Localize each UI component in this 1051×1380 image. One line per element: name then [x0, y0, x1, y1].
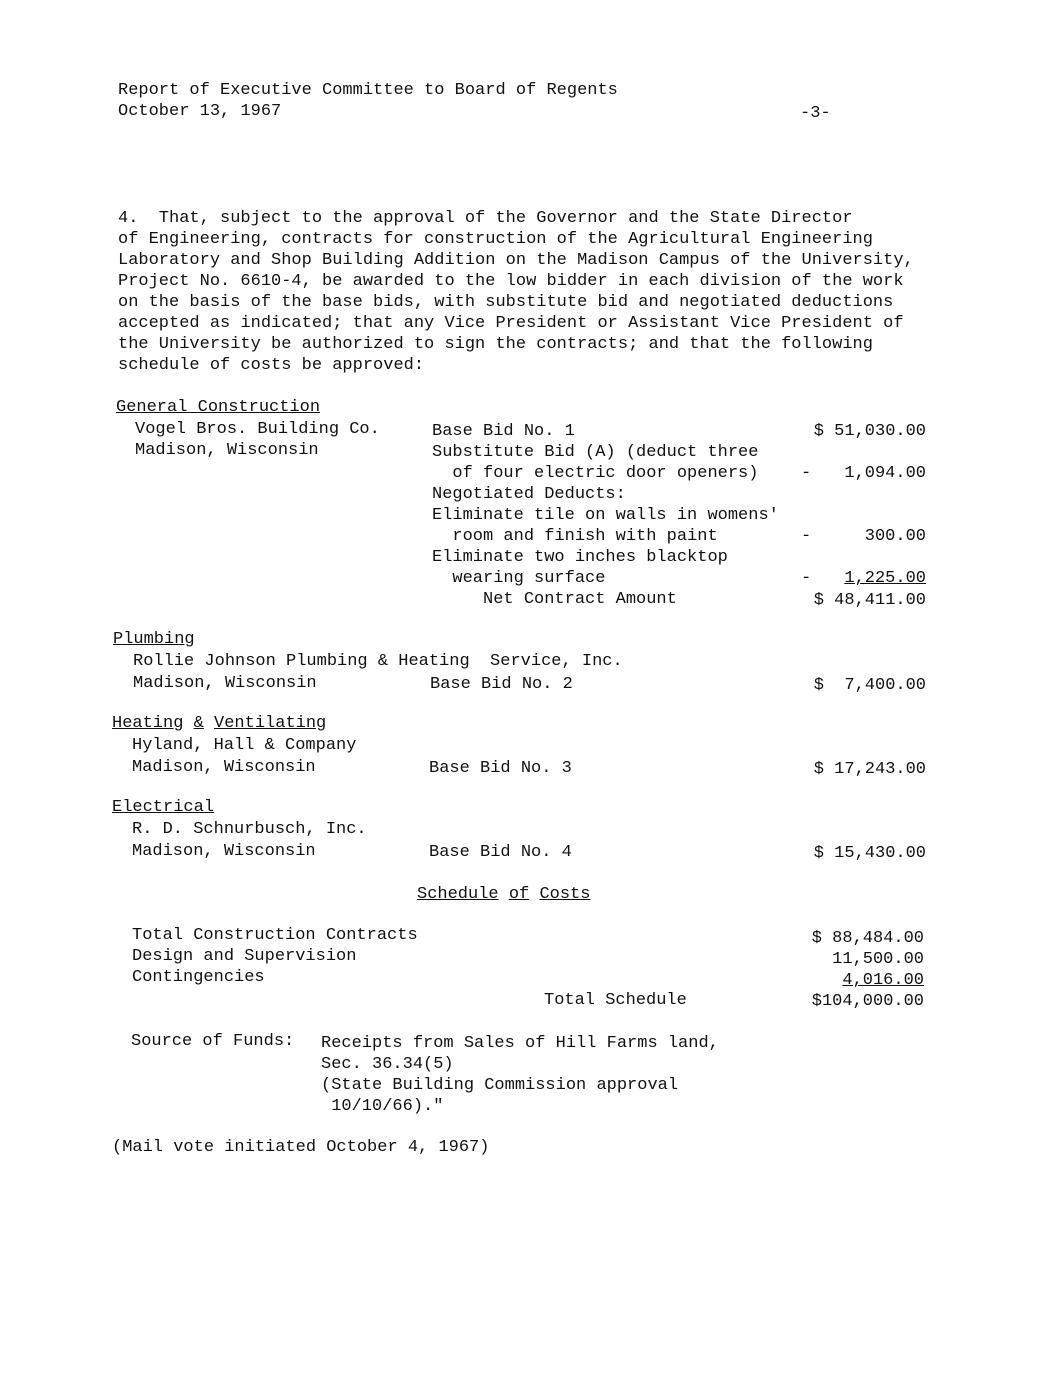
paragraph-line: accepted as indicated; that any Vice President or Assistant Vice President of: [118, 314, 904, 333]
heating-bid: Base Bid No. 3: [429, 759, 572, 778]
general-city: Madison, Wisconsin: [135, 441, 319, 460]
heating-contractor: Hyland, Hall & Company: [132, 736, 357, 755]
amount-plumbing: $ 7,400.00: [813, 676, 926, 695]
amount-base-bid-1: $ 51,030.00: [813, 422, 926, 441]
amount-blacktop: 1,225.00: [844, 569, 926, 588]
paragraph-line: Project No. 6610-4, be awarded to the low bidder in each division of the work: [118, 272, 904, 291]
paragraph-line: on the basis of the base bids, with substitute bid and negotiated deductions: [118, 293, 894, 312]
general-item: Eliminate two inches blacktop: [432, 548, 728, 567]
general-item: Substitute Bid (A) (deduct three: [432, 443, 759, 462]
schedule-row-label: Total Construction Contracts: [132, 926, 418, 945]
heating-heading-part: Ventilating: [214, 714, 327, 733]
schedule-row-amount: 11,500.00: [832, 950, 924, 969]
schedule-row-amount: $ 88,484.00: [811, 929, 924, 948]
funds-line: 10/10/66).": [321, 1097, 444, 1116]
paragraph-line: Laboratory and Shop Building Addition on the Madison Campus of the University,: [118, 251, 914, 270]
general-item: wearing surface: [432, 569, 606, 588]
heating-heading-part: Heating: [112, 714, 184, 733]
paragraph-line: of Engineering, contracts for construction of the Agricultural Engineering: [118, 230, 873, 249]
general-item: Negotiated Deducts:: [432, 485, 626, 504]
electrical-city: Madison, Wisconsin: [132, 842, 316, 861]
paragraph-line: the University be authorized to sign the contracts; and that the following: [118, 335, 873, 354]
paragraph-line: schedule of costs be approved:: [118, 356, 425, 375]
heating-heading: [112, 713, 326, 734]
mail-vote-note: (Mail vote initiated October 4, 1967): [112, 1138, 490, 1157]
amount-substitute: 1,094.00: [844, 464, 926, 483]
amount-heating: $ 17,243.00: [813, 760, 926, 779]
paragraph-line: 4. That, subject to the approval of the Governor and the State Director: [118, 209, 853, 228]
general-contractor: Vogel Bros. Building Co.: [135, 420, 380, 439]
schedule-row-label: Contingencies: [132, 968, 265, 987]
schedule-row-amount: 4,016.00: [842, 971, 924, 990]
heating-heading-amp: &: [193, 714, 204, 733]
minus-sign: -: [801, 464, 812, 483]
electrical-bid: Base Bid No. 4: [429, 843, 572, 862]
general-item: Base Bid No. 1: [432, 422, 575, 441]
schedule-heading-part: Schedule: [417, 885, 499, 904]
page-number: -3-: [800, 104, 831, 123]
amount-net-contract: $ 48,411.00: [813, 591, 926, 610]
plumbing-city: Madison, Wisconsin: [133, 674, 317, 693]
funds-line: (State Building Commission approval: [321, 1076, 679, 1095]
general-item: room and finish with paint: [432, 527, 718, 546]
amount-electrical: $ 15,430.00: [813, 844, 926, 863]
electrical-contractor: R. D. Schnurbusch, Inc.: [132, 820, 367, 839]
plumbing-bid: Base Bid No. 2: [430, 675, 573, 694]
schedule-heading: [417, 884, 590, 905]
header-date: October 13, 1967: [118, 102, 282, 121]
schedule-heading-part: of: [508, 885, 530, 904]
minus-sign: -: [801, 527, 812, 546]
header-title: Report of Executive Committee to Board of Regents: [118, 81, 618, 100]
funds-line: Receipts from Sales of Hill Farms land,: [321, 1034, 719, 1053]
minus-sign: -: [801, 569, 812, 588]
general-heading: General Construction: [116, 398, 321, 417]
general-net-label: Net Contract Amount: [432, 590, 677, 609]
schedule-total-label: Total Schedule: [544, 991, 687, 1010]
amount-tile: 300.00: [864, 527, 926, 546]
electrical-heading: Electrical: [112, 798, 215, 817]
funds-label: Source of Funds:: [131, 1032, 295, 1051]
heating-city: Madison, Wisconsin: [132, 758, 316, 777]
schedule-row-label: Design and Supervision: [132, 947, 357, 966]
funds-line: Sec. 36.34(5): [321, 1055, 454, 1074]
plumbing-contractor: Rollie Johnson Plumbing & Heating Service, Inc.: [133, 652, 623, 671]
general-item: of four electric door openers): [432, 464, 759, 483]
schedule-heading-part: Costs: [539, 885, 591, 904]
schedule-total-amount: $104,000.00: [811, 992, 924, 1011]
plumbing-heading: Plumbing: [113, 630, 195, 649]
general-item: Eliminate tile on walls in womens': [432, 506, 779, 525]
